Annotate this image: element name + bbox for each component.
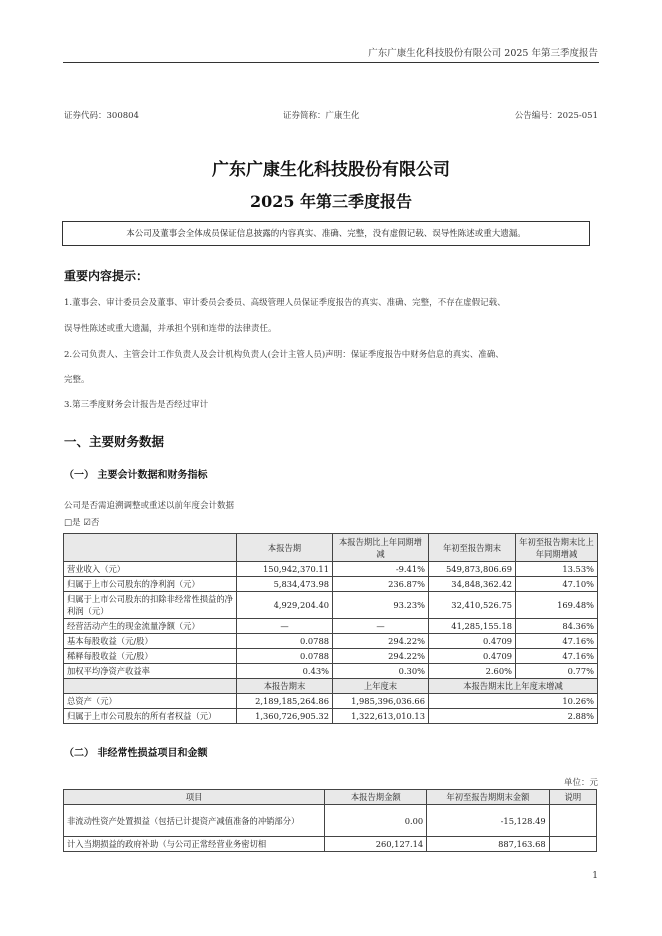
- cell: [549, 837, 596, 852]
- retro-answer: □是 ☑否: [64, 518, 100, 528]
- header-divider: [63, 62, 599, 63]
- table1-header: 年初至报告期末: [429, 534, 516, 562]
- row-label: 非流动性资产处置损益（包括已计提资产减值准备的冲销部分）: [64, 805, 325, 837]
- cell: 1,985,396,036.66: [333, 694, 429, 709]
- table1-header: 本报告期: [237, 534, 333, 562]
- table1-header2: 本报告期末: [237, 679, 333, 694]
- cell: 5,834,473.98: [237, 577, 333, 592]
- table1-header: 本报告期比上年同期增减: [333, 534, 429, 562]
- row-label: 归属于上市公司股东的所有者权益（元）: [64, 709, 237, 724]
- cell: 10.26%: [429, 694, 598, 709]
- row-label: 归属于上市公司股东的净利润（元）: [64, 577, 237, 592]
- cell: 47.16%: [516, 649, 598, 664]
- cell: 0.0788: [237, 649, 333, 664]
- cell: 1,322,613,010.13: [333, 709, 429, 724]
- row-label: 基本每股收益（元/股）: [64, 634, 237, 649]
- section1-heading: 一、主要财务数据: [64, 434, 165, 449]
- table1-header-blank: [64, 534, 237, 562]
- table1-header2: 上年度末: [333, 679, 429, 694]
- cell: 4,929,204.40: [237, 592, 333, 619]
- stock-code: 证券代码：300804: [64, 111, 139, 121]
- cell: 294.22%: [333, 634, 429, 649]
- page-number: 1: [592, 871, 598, 881]
- important-p1a: 1.董事会、审计委员会及董事、审计委员会委员、高级管理人员保证季度报告的真实、准确、完整，不存在虚假记载、: [64, 298, 506, 308]
- cell: 294.22%: [333, 649, 429, 664]
- table2-header: 项目: [64, 790, 325, 805]
- important-p1b: 误导性陈述或重大遗漏，并承担个别和连带的法律责任。: [64, 324, 277, 334]
- cell: 1,360,726,905.32: [237, 709, 333, 724]
- cell: 0.4709: [429, 649, 516, 664]
- cell: 169.48%: [516, 592, 598, 619]
- notice-number: 公告编号：2025-051: [514, 111, 598, 121]
- row-label: 加权平均净资产收益率: [64, 664, 237, 679]
- cell: 2,189,185,264.86: [237, 694, 333, 709]
- cell: 0.0788: [237, 634, 333, 649]
- important-p2a: 2.公司负责人、主管会计工作负责人及会计机构负责人(会计主管人员)声明：保证季度报告中财务信息的真实、准确、: [64, 350, 504, 360]
- cell: -15,128.49: [427, 805, 549, 837]
- cell: 2.60%: [429, 664, 516, 679]
- subsection1-heading: （一） 主要会计数据和财务指标: [64, 470, 208, 481]
- cell: 47.10%: [516, 577, 598, 592]
- cell: 0.00: [325, 805, 427, 837]
- table2-header: 说明: [549, 790, 596, 805]
- table2-header: 年初至报告期期末金额: [427, 790, 549, 805]
- row-label: 计入当期损益的政府补助（与公司正常经营业务密切相: [64, 837, 325, 852]
- table2-header: 本报告期金额: [325, 790, 427, 805]
- cell: 0.30%: [333, 664, 429, 679]
- cell: 47.16%: [516, 634, 598, 649]
- important-heading: 重要内容提示：: [64, 269, 149, 283]
- important-p3: 3.第三季度财务会计报告是否经过审计: [64, 400, 209, 410]
- cell: 0.77%: [516, 664, 598, 679]
- cell: 34,848,362.42: [429, 577, 516, 592]
- row-label: 经营活动产生的现金流量净额（元）: [64, 619, 237, 634]
- cell: 0.43%: [237, 664, 333, 679]
- cell: 887,163.68: [427, 837, 549, 852]
- cell: 41,285,155.18: [429, 619, 516, 634]
- cell: 32,410,526.75: [429, 592, 516, 619]
- cell: 150,942,370.11: [237, 562, 333, 577]
- board-statement: 本公司及董事会全体成员保证信息披露的内容真实、准确、完整，没有虚假记载、误导性陈述或重大遗漏。: [62, 221, 590, 246]
- cell: 236.87%: [333, 577, 429, 592]
- cell: 0.4709: [429, 634, 516, 649]
- nonrecurring-table: [63, 789, 597, 852]
- cell: [549, 805, 596, 837]
- unit-label: 单位：元: [563, 778, 598, 788]
- retro-question: 公司是否需追溯调整或重述以前年度会计数据: [64, 501, 235, 511]
- cell: 84.36%: [516, 619, 598, 634]
- row-label: 总资产（元）: [64, 694, 237, 709]
- running-header: 广东广康生化科技股份有限公司 2025 年第三季度报告: [368, 48, 598, 59]
- cell: —: [237, 619, 333, 634]
- stock-abbr: 证券简称：广康生化: [283, 111, 360, 121]
- row-label: 稀释每股收益（元/股）: [64, 649, 237, 664]
- cell: -9.41%: [333, 562, 429, 577]
- cell: 549,873,806.69: [429, 562, 516, 577]
- financial-table: [63, 533, 598, 724]
- important-p2b: 完整。: [64, 375, 90, 385]
- cell: 93.23%: [333, 592, 429, 619]
- cell: —: [333, 619, 429, 634]
- company-title: 广东广康生化科技股份有限公司: [212, 160, 450, 180]
- subsection2-heading: （二） 非经常性损益项目和金额: [64, 748, 208, 759]
- table1-header2: 本报告期末比上年度末增减: [429, 679, 598, 694]
- table1-header: 年初至报告期末比上年同期增减: [516, 534, 598, 562]
- cell: 260,127.14: [325, 837, 427, 852]
- table1-header2-blank: [64, 679, 237, 694]
- cell: 13.53%: [516, 562, 598, 577]
- cell: 2.88%: [429, 709, 598, 724]
- row-label: 营业收入（元）: [64, 562, 237, 577]
- report-title: 2025 年第三季度报告: [249, 192, 413, 211]
- row-label: 归属于上市公司股东的扣除非经常性损益的净利润（元）: [64, 592, 237, 619]
